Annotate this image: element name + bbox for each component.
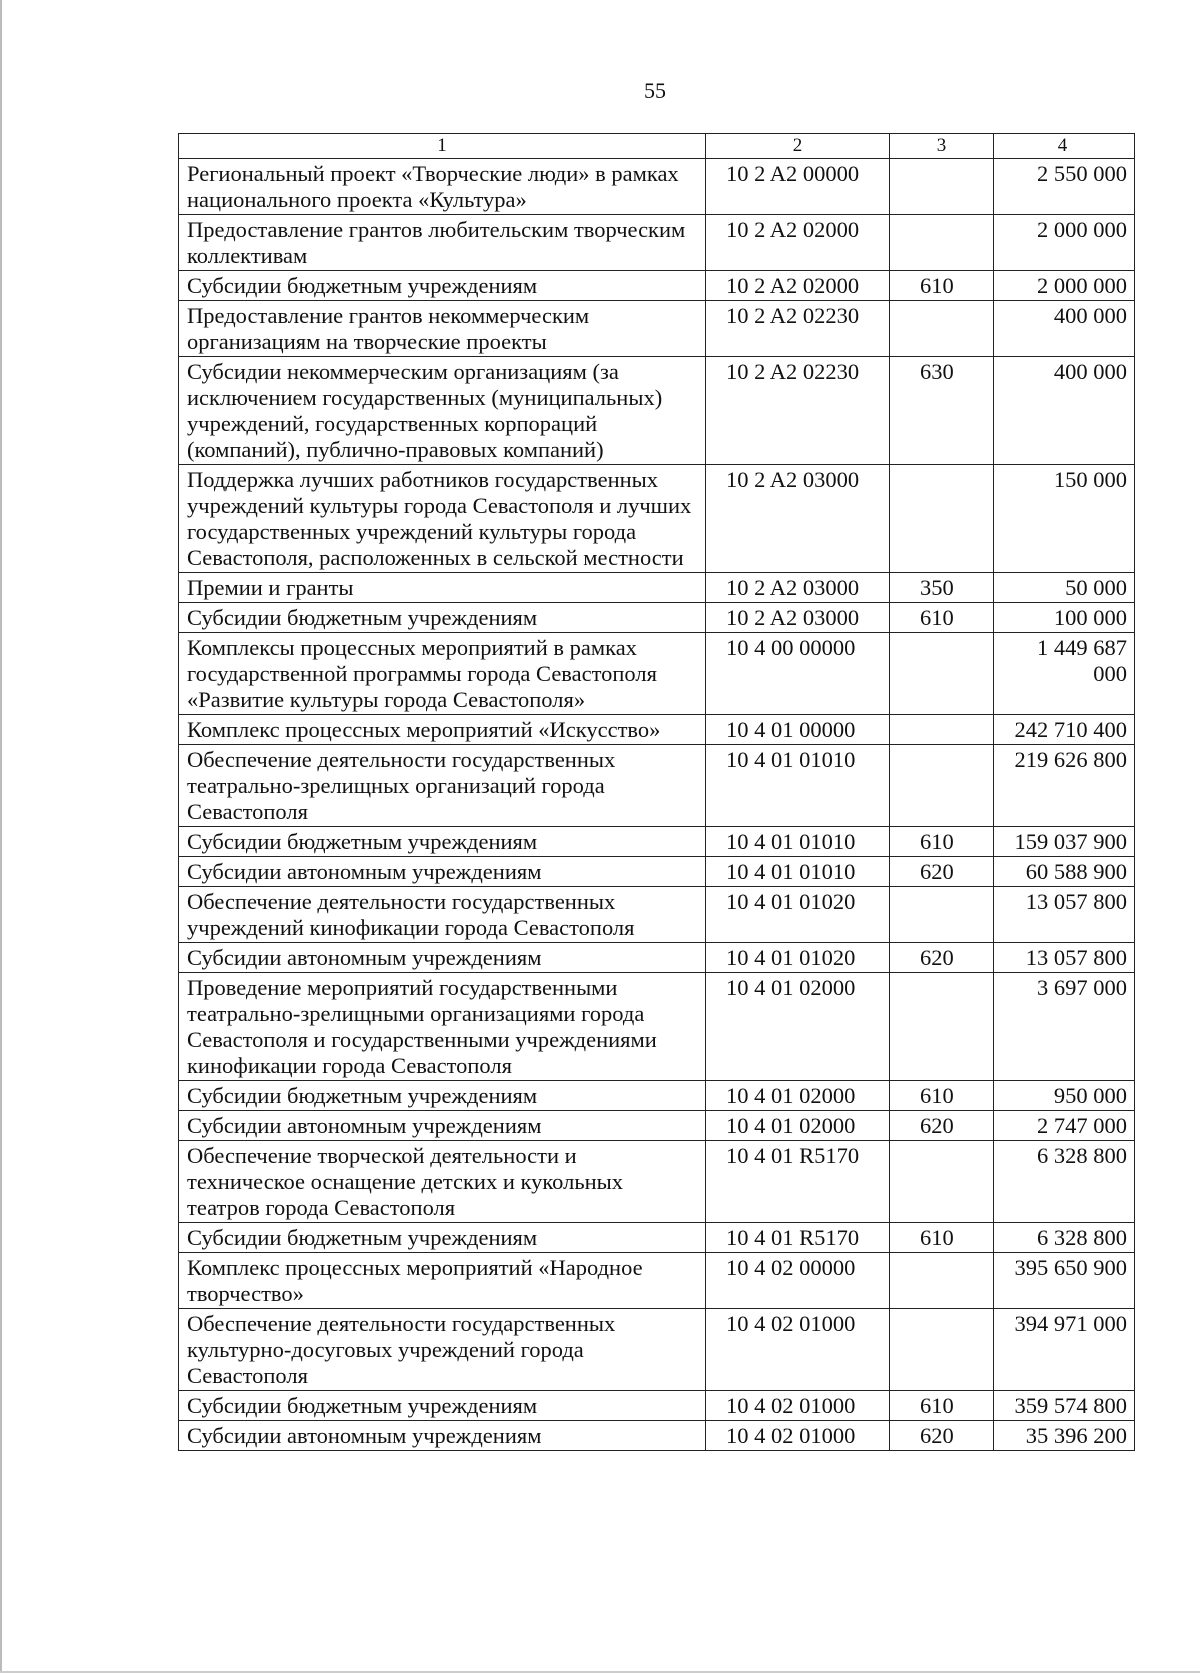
- row-name-cell: Субсидии автономным учреждениям: [179, 857, 706, 887]
- row-amount-cell: 150 000: [994, 465, 1135, 573]
- row-name-cell: Предоставление грантов некоммерческим организациям на творческие проекты: [179, 301, 706, 357]
- budget-table: [178, 133, 1135, 1451]
- row-type-cell: 610: [890, 1223, 994, 1253]
- row-type-cell: 620: [890, 1421, 994, 1451]
- header-col-2: 2: [706, 134, 890, 159]
- row-type-cell: [890, 633, 994, 715]
- row-name-cell: Субсидии автономным учреждениям: [179, 943, 706, 973]
- row-type-cell: 610: [890, 271, 994, 301]
- row-code-cell: 10 2 A2 03000: [706, 603, 890, 633]
- table-row: [179, 1421, 1135, 1451]
- row-name-cell: Обеспечение творческой деятельности и техническое оснащение детских и кукольных театров города Севастополя: [179, 1141, 706, 1223]
- row-name-cell: Субсидии бюджетным учреждениям: [179, 1391, 706, 1421]
- row-code-cell: 10 4 01 02000: [706, 973, 890, 1081]
- row-type-cell: [890, 465, 994, 573]
- row-type-cell: [890, 715, 994, 745]
- table-row: [179, 1111, 1135, 1141]
- table-row: [179, 745, 1135, 827]
- row-name-cell: Обеспечение деятельности государственных культурно-досуговых учреждений города Севастополя: [179, 1309, 706, 1391]
- header-col-4: 4: [994, 134, 1135, 159]
- row-type-cell: [890, 301, 994, 357]
- row-amount-cell: 6 328 800: [994, 1141, 1135, 1223]
- row-code-cell: 10 2 A2 02230: [706, 301, 890, 357]
- table-row: [179, 301, 1135, 357]
- table-row: [179, 357, 1135, 465]
- row-type-cell: 620: [890, 943, 994, 973]
- row-code-cell: 10 4 01 01010: [706, 827, 890, 857]
- table-row: [179, 1391, 1135, 1421]
- table-row: [179, 1309, 1135, 1391]
- table-row: [179, 1253, 1135, 1309]
- row-name-cell: Поддержка лучших работников государственных учреждений культуры города Севастополя и лучших государственных учреждений культуры города Севастополя, расположенных в сельской местности: [179, 465, 706, 573]
- row-amount-cell: 2 747 000: [994, 1111, 1135, 1141]
- row-type-cell: [890, 1253, 994, 1309]
- row-type-cell: 610: [890, 603, 994, 633]
- row-amount-cell: 394 971 000: [994, 1309, 1135, 1391]
- scan-edge-left: [0, 0, 2, 1673]
- table-row: [179, 827, 1135, 857]
- header-col-3: 3: [890, 134, 994, 159]
- row-amount-cell: 13 057 800: [994, 943, 1135, 973]
- row-type-cell: [890, 1141, 994, 1223]
- row-name-cell: Субсидии автономным учреждениям: [179, 1111, 706, 1141]
- table-row: [179, 943, 1135, 973]
- row-name-cell: Субсидии бюджетным учреждениям: [179, 1223, 706, 1253]
- table-row: [179, 887, 1135, 943]
- table-row: [179, 973, 1135, 1081]
- row-type-cell: [890, 887, 994, 943]
- row-code-cell: 10 4 02 01000: [706, 1391, 890, 1421]
- row-amount-cell: 159 037 900: [994, 827, 1135, 857]
- row-amount-cell: 60 588 900: [994, 857, 1135, 887]
- row-code-cell: 10 2 A2 03000: [706, 573, 890, 603]
- table-row: [179, 633, 1135, 715]
- row-code-cell: 10 4 01 02000: [706, 1081, 890, 1111]
- row-type-cell: [890, 215, 994, 271]
- row-amount-cell: 50 000: [994, 573, 1135, 603]
- row-amount-cell: 219 626 800: [994, 745, 1135, 827]
- row-type-cell: [890, 745, 994, 827]
- table-row: [179, 1223, 1135, 1253]
- row-amount-cell: 2 000 000: [994, 215, 1135, 271]
- row-amount-cell: 6 328 800: [994, 1223, 1135, 1253]
- row-amount-cell: 13 057 800: [994, 887, 1135, 943]
- row-type-cell: 350: [890, 573, 994, 603]
- table-row: [179, 215, 1135, 271]
- row-name-cell: Комплекс процессных мероприятий «Искусство»: [179, 715, 706, 745]
- row-name-cell: Субсидии автономным учреждениям: [179, 1421, 706, 1451]
- row-amount-cell: 1 449 687 000: [994, 633, 1135, 715]
- row-code-cell: 10 4 01 01010: [706, 745, 890, 827]
- row-amount-cell: 400 000: [994, 301, 1135, 357]
- row-type-cell: 610: [890, 1391, 994, 1421]
- row-code-cell: 10 4 02 01000: [706, 1309, 890, 1391]
- page-number: 55: [644, 78, 666, 103]
- row-code-cell: 10 4 01 01020: [706, 943, 890, 973]
- table-row: [179, 857, 1135, 887]
- row-name-cell: Проведение мероприятий государственными театрально-зрелищными организациями города Севастополя и государственными учреждениями кинофикации города Севастополя: [179, 973, 706, 1081]
- row-code-cell: 10 4 01 00000: [706, 715, 890, 745]
- row-type-cell: 620: [890, 1111, 994, 1141]
- row-name-cell: Премии и гранты: [179, 573, 706, 603]
- row-type-cell: [890, 1309, 994, 1391]
- row-type-cell: 610: [890, 1081, 994, 1111]
- table-header-row: [179, 134, 1135, 159]
- row-amount-cell: 2 000 000: [994, 271, 1135, 301]
- row-code-cell: 10 2 A2 03000: [706, 465, 890, 573]
- table-body: [179, 159, 1135, 1451]
- row-name-cell: Региональный проект «Творческие люди» в рамках национального проекта «Культура»: [179, 159, 706, 215]
- row-type-cell: 610: [890, 827, 994, 857]
- row-amount-cell: 35 396 200: [994, 1421, 1135, 1451]
- row-code-cell: 10 4 01 R5170: [706, 1223, 890, 1253]
- row-name-cell: Субсидии бюджетным учреждениям: [179, 271, 706, 301]
- row-type-cell: [890, 973, 994, 1081]
- row-amount-cell: 3 697 000: [994, 973, 1135, 1081]
- row-code-cell: 10 2 A2 00000: [706, 159, 890, 215]
- table-row: [179, 715, 1135, 745]
- row-name-cell: Субсидии бюджетным учреждениям: [179, 827, 706, 857]
- row-code-cell: 10 4 01 01010: [706, 857, 890, 887]
- row-amount-cell: 400 000: [994, 357, 1135, 465]
- row-name-cell: Обеспечение деятельности государственных театрально-зрелищных организаций города Севастополя: [179, 745, 706, 827]
- row-name-cell: Субсидии некоммерческим организациям (за исключением государственных (муниципальных) учреждений, государственных корпораций (компаний), публично-правовых компаний): [179, 357, 706, 465]
- row-code-cell: 10 2 A2 02230: [706, 357, 890, 465]
- row-code-cell: 10 4 02 01000: [706, 1421, 890, 1451]
- row-amount-cell: 950 000: [994, 1081, 1135, 1111]
- row-name-cell: Субсидии бюджетным учреждениям: [179, 1081, 706, 1111]
- table-row: [179, 271, 1135, 301]
- table-row: [179, 603, 1135, 633]
- table-row: [179, 573, 1135, 603]
- row-amount-cell: 395 650 900: [994, 1253, 1135, 1309]
- row-code-cell: 10 4 00 00000: [706, 633, 890, 715]
- row-code-cell: 10 4 01 02000: [706, 1111, 890, 1141]
- row-amount-cell: 242 710 400: [994, 715, 1135, 745]
- row-name-cell: Предоставление грантов любительским творческим коллективам: [179, 215, 706, 271]
- header-col-1: 1: [179, 134, 706, 159]
- table-row: [179, 159, 1135, 215]
- row-code-cell: 10 2 A2 02000: [706, 271, 890, 301]
- row-type-cell: 630: [890, 357, 994, 465]
- row-code-cell: 10 4 02 00000: [706, 1253, 890, 1309]
- row-name-cell: Комплексы процессных мероприятий в рамках государственной программы города Севастополя «Развитие культуры города Севастополя»: [179, 633, 706, 715]
- row-amount-cell: 100 000: [994, 603, 1135, 633]
- table-row: [179, 1141, 1135, 1223]
- row-name-cell: Обеспечение деятельности государственных учреждений кинофикации города Севастополя: [179, 887, 706, 943]
- row-name-cell: Субсидии бюджетным учреждениям: [179, 603, 706, 633]
- row-code-cell: 10 2 A2 02000: [706, 215, 890, 271]
- row-code-cell: 10 4 01 R5170: [706, 1141, 890, 1223]
- table-row: [179, 1081, 1135, 1111]
- table-row: [179, 465, 1135, 573]
- row-type-cell: [890, 159, 994, 215]
- row-type-cell: 620: [890, 857, 994, 887]
- row-amount-cell: 2 550 000: [994, 159, 1135, 215]
- row-code-cell: 10 4 01 01020: [706, 887, 890, 943]
- row-amount-cell: 359 574 800: [994, 1391, 1135, 1421]
- row-name-cell: Комплекс процессных мероприятий «Народное творчество»: [179, 1253, 706, 1309]
